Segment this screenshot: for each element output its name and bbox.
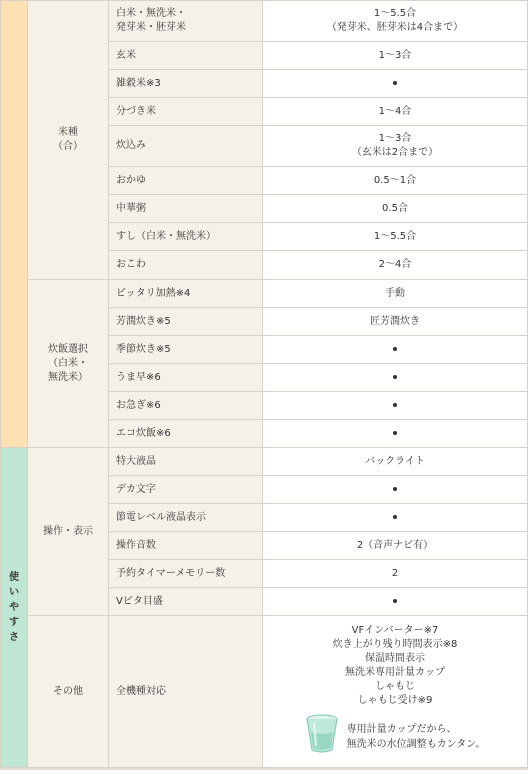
item-label: 玄米 — [109, 42, 263, 70]
item-label: 雑穀米※3 — [109, 70, 263, 98]
item-label: 中華粥 — [109, 195, 263, 223]
cup-note — [267, 714, 523, 759]
item-value: 1〜3合 （玄米は2合まで） — [263, 126, 528, 167]
item-label: 操作音数 — [109, 532, 263, 560]
bullet-dot-icon — [393, 403, 397, 407]
item-label: すし（白米・無洗米） — [109, 223, 263, 251]
item-value — [263, 420, 528, 448]
bullet-dot-icon — [393, 375, 397, 379]
item-label: 炊込み — [109, 126, 263, 167]
item-value — [263, 336, 528, 364]
bullet-dot-icon — [393, 347, 397, 351]
item-value — [263, 588, 528, 616]
item-label: エコ炊飯※6 — [109, 420, 263, 448]
measuring-cup-icon — [305, 714, 339, 759]
item-value: 1〜5.5合 （発芽米、胚芽米は4合まで） — [263, 1, 528, 42]
item-value: 1〜5.5合 — [263, 223, 528, 251]
item-value: 0.5合 — [263, 195, 528, 223]
bullet-dot-icon — [393, 515, 397, 519]
item-value: 1〜3合 — [263, 42, 528, 70]
item-value: 0.5〜1合 — [263, 167, 528, 195]
item-label: ピッタリ加熱※4 — [109, 280, 263, 308]
section-band-label: 使 い や す さ — [9, 572, 19, 643]
bullet-dot-icon — [393, 599, 397, 603]
item-label: おこわ — [109, 251, 263, 280]
item-label: デカ文字 — [109, 476, 263, 504]
item-value — [263, 364, 528, 392]
group-operation: 操作・表示 — [28, 448, 109, 616]
item-label: 分づき米 — [109, 98, 263, 126]
item-value: バックライト — [263, 448, 528, 476]
bullet-dot-icon — [393, 81, 397, 85]
bottom-border — [0, 768, 528, 770]
item-value: 手動 — [263, 280, 528, 308]
table-row — [1, 1, 528, 42]
group-other: その他 — [28, 616, 109, 768]
item-value: 1〜4合 — [263, 98, 528, 126]
item-value: 2（音声ナビ有） — [263, 532, 528, 560]
item-value: 匠芳潤炊き — [263, 308, 528, 336]
group-rice-type: 米種 （合） — [28, 1, 109, 280]
item-label: 白米・無洗米・ 発芽米・胚芽米 — [109, 1, 263, 42]
table-row — [1, 280, 528, 308]
item-value: 2 — [263, 560, 528, 588]
item-value — [263, 504, 528, 532]
item-label: Vピタ目盛 — [109, 588, 263, 616]
item-value: 2〜4合 — [263, 251, 528, 280]
item-value — [263, 476, 528, 504]
table-row — [1, 448, 528, 476]
group-menu: 炊飯選択 （白米・ 無洗米） — [28, 280, 109, 448]
item-label: おかゆ — [109, 167, 263, 195]
item-label: 芳潤炊き※5 — [109, 308, 263, 336]
item-label: 節電レベル液晶表示 — [109, 504, 263, 532]
item-value — [263, 70, 528, 98]
section-band-top — [1, 1, 28, 448]
bullet-dot-icon — [393, 431, 397, 435]
item-label: 特大液晶 — [109, 448, 263, 476]
item-value — [263, 392, 528, 420]
item-label: 予約タイマーメモリー数 — [109, 560, 263, 588]
bullet-dot-icon — [393, 487, 397, 491]
item-label: うま早※6 — [109, 364, 263, 392]
item-label: お急ぎ※6 — [109, 392, 263, 420]
item-value: VFインバーター※7 炊き上がり残り時間表示※8 保温時間表示 無洗米専用計量カップ しゃもじ しゃもじ受け※9 専用計量カップだから、 無洗米の水位調整もカンタン。 — [263, 616, 528, 768]
table-row — [1, 616, 528, 768]
section-band-usability — [1, 448, 28, 768]
cup-note-text: 専用計量カップだから、 無洗米の水位調整もカンタン。 — [346, 723, 486, 750]
item-label: 全機種対応 — [109, 616, 263, 768]
item-label: 季節炊き※5 — [109, 336, 263, 364]
